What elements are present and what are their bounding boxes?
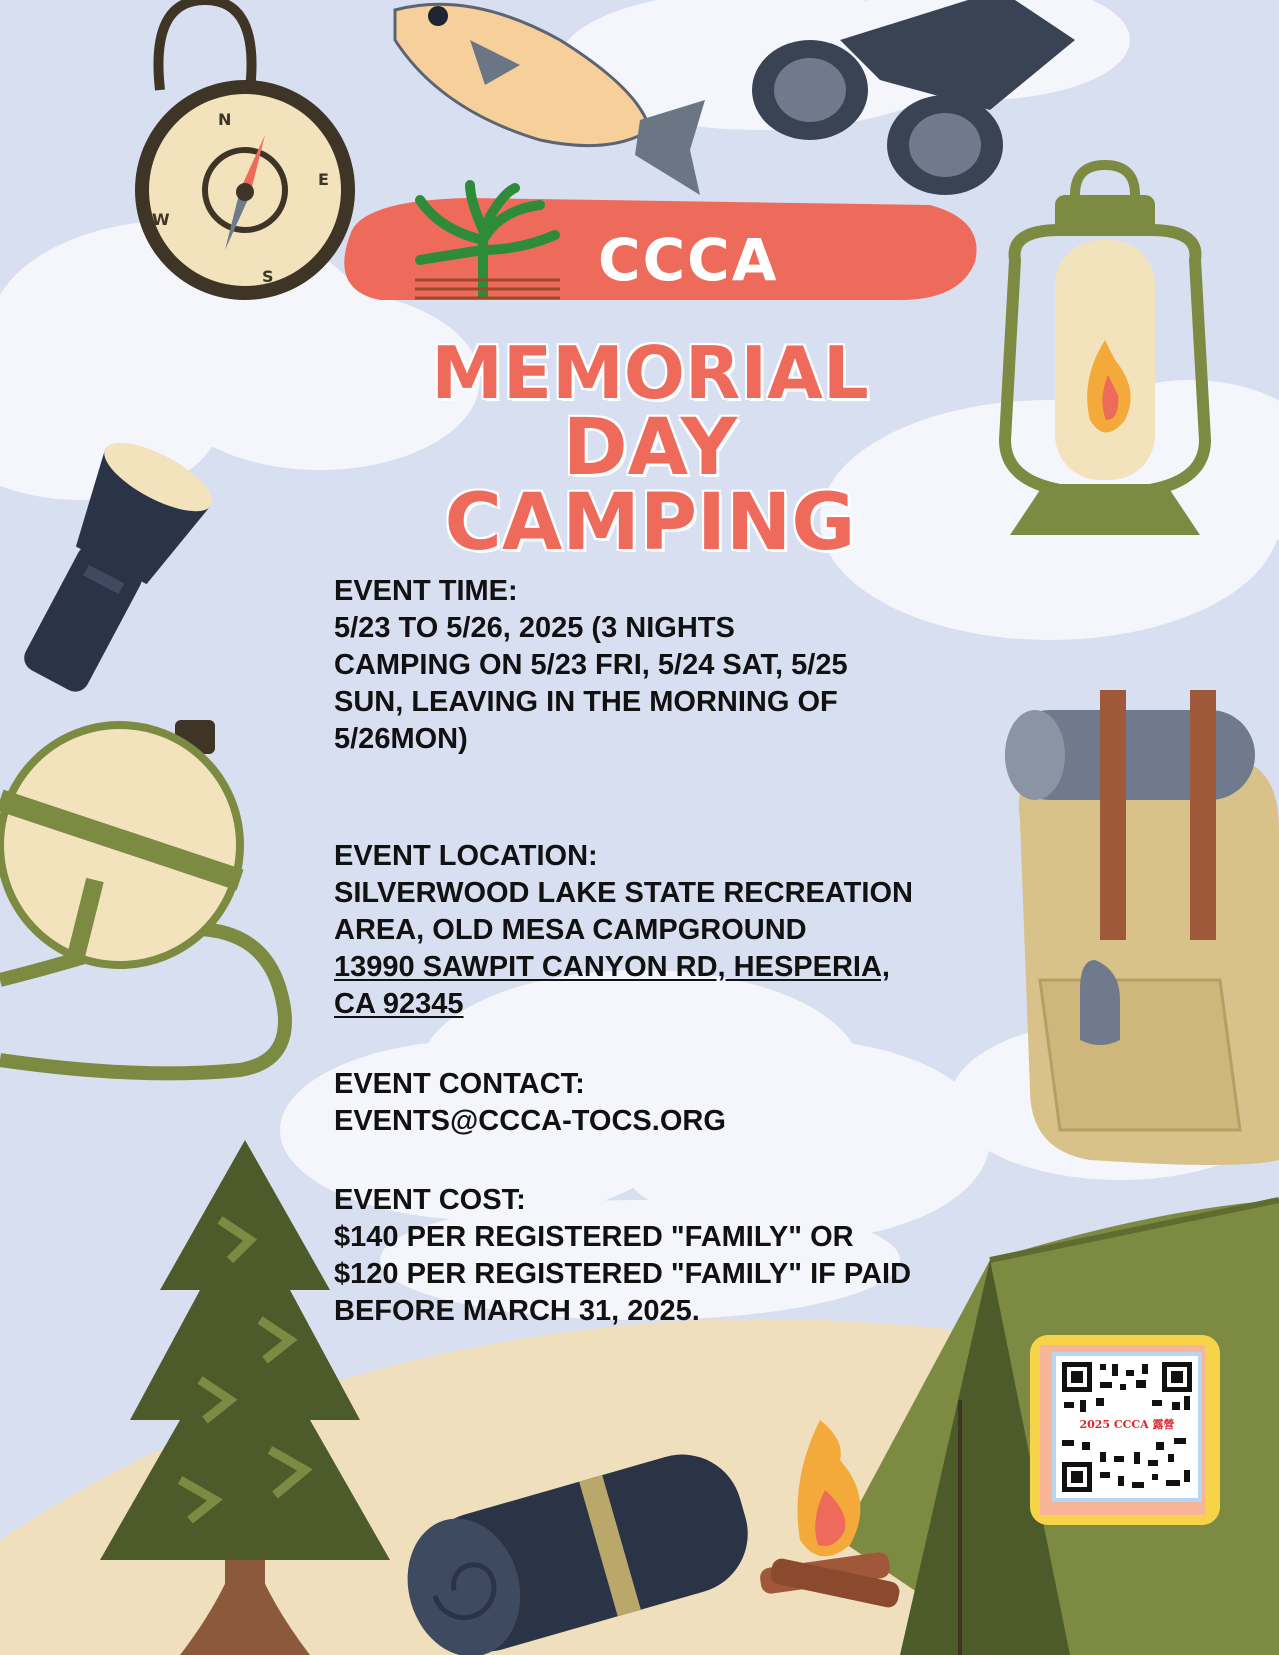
address-link[interactable]: 13990 SAWPIT CANYON RD, HESPERIA,: [334, 951, 890, 983]
event-location-section: [334, 838, 994, 1023]
contact-email[interactable]: EVENTS@CCCA-TOCS.ORG: [334, 1105, 726, 1137]
event-cost-line: $140 PER REGISTERED "FAMILY" OR: [334, 1221, 854, 1253]
qr-label: 2025 CCCA 露營: [1068, 1416, 1186, 1432]
title-line-1: MEMORIAL: [431, 331, 869, 415]
event-location-heading: EVENT LOCATION:: [334, 840, 598, 872]
title-line-3: CAMPING: [444, 478, 856, 568]
svg-text:S: S: [262, 267, 274, 286]
org-name: CCCA: [598, 226, 779, 294]
event-cost-line: BEFORE MARCH 31, 2025.: [334, 1295, 700, 1327]
event-cost-section: [334, 1182, 994, 1330]
event-time-line: SUN, LEAVING IN THE MORNING OF: [334, 686, 838, 718]
event-contact-section: [334, 1066, 994, 1140]
svg-text:W: W: [152, 210, 170, 229]
event-contact-heading: EVENT CONTACT:: [334, 1068, 585, 1100]
event-cost-heading: EVENT COST:: [334, 1184, 526, 1216]
address-link[interactable]: CA 92345: [334, 988, 464, 1020]
title-line-2: DAY: [562, 403, 738, 493]
event-time-line: CAMPING ON 5/23 FRI, 5/24 SAT, 5/25: [334, 649, 848, 681]
event-location-line: AREA, OLD MESA CAMPGROUND: [334, 914, 807, 946]
backpack-icon: [1005, 690, 1279, 1165]
event-location-line: SILVERWOOD LAKE STATE RECREATION: [334, 877, 913, 909]
event-time-line: 5/26MON): [334, 723, 468, 755]
event-time-section: [334, 573, 994, 758]
svg-text:E: E: [318, 170, 329, 189]
event-time-heading: EVENT TIME:: [334, 575, 518, 607]
event-cost-line: $120 PER REGISTERED "FAMILY" IF PAID: [334, 1258, 912, 1290]
event-time-line: 5/23 TO 5/26, 2025 (3 NIGHTS: [334, 612, 735, 644]
svg-text:N: N: [218, 110, 232, 129]
